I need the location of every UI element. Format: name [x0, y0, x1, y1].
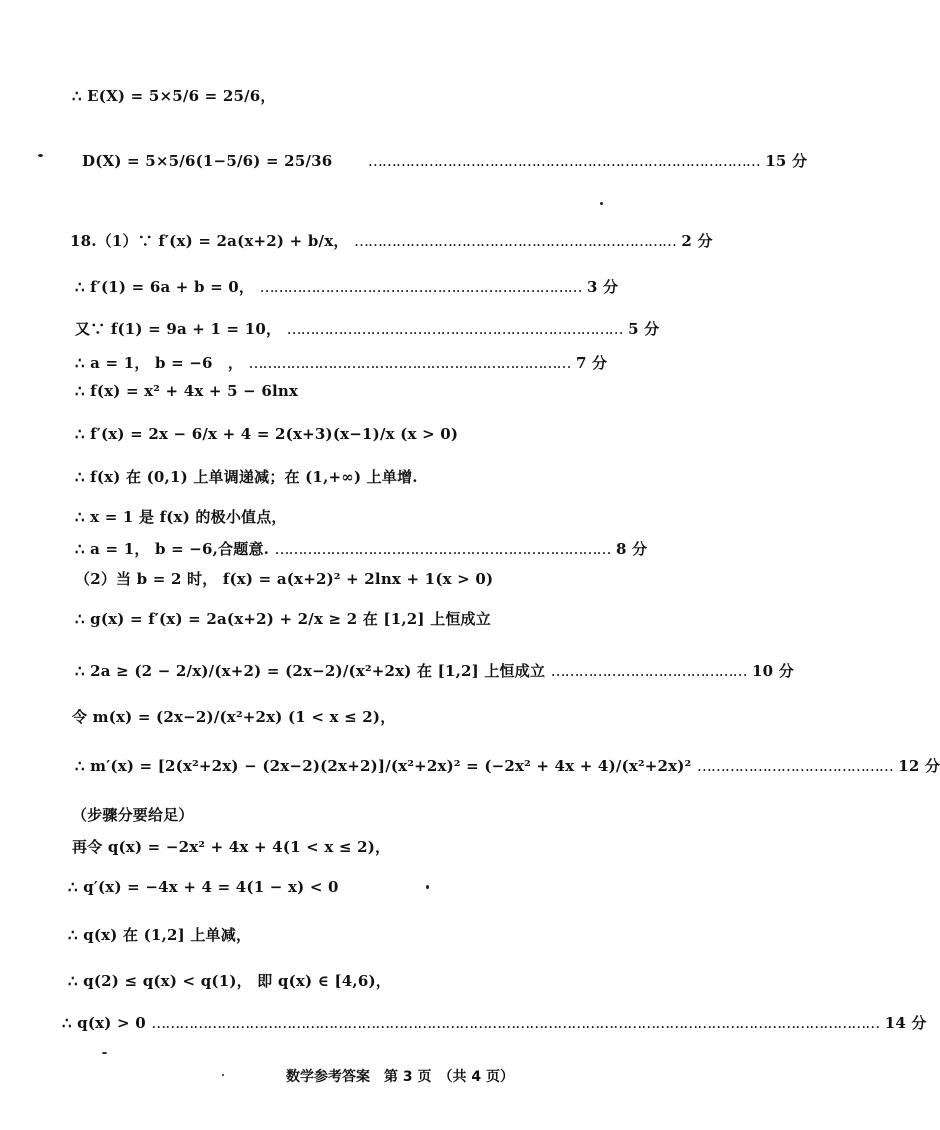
line-step-note: （步骤分要给足）	[72, 806, 194, 824]
scan-speck	[426, 885, 429, 889]
scan-speck	[222, 1074, 224, 1076]
dot-leader: ……………………………………………………………	[353, 232, 676, 250]
dot-leader: ……………………………………………………………	[259, 278, 582, 296]
page-footer: 数学参考答案 第 3 页 （共 4 页）	[286, 1069, 514, 1085]
score-mark: 2 分	[681, 232, 713, 250]
line-m-prime: ∴ m′(x) = [2(x²+2x) − (2x−2)(2x+2)]/(x²+2x)² = (−2x² + 4x + 4)/(x²+2x)² …………………………………… 12 分	[75, 757, 940, 775]
score-mark: 10 分	[752, 662, 794, 680]
line-q-decreasing: ∴ q(x) 在 (1,2] 上单减，	[68, 926, 252, 944]
line-q-definition: 再令 q(x) = −2x² + 4x + 4(1 < x ≤ 2)，	[72, 838, 391, 856]
line-f-prime-1: ∴ f′(1) = 6a + b = 0， …………………………………………………………… 3 分	[75, 278, 619, 296]
line-conclusion-part1: ∴ a = 1， b = −6,合题意. ……………………………………………………………… 8 分	[75, 540, 648, 558]
line-q-positive: ∴ q(x) > 0 ………………………………………………………………………………………………………………………………………… 14 分	[62, 1014, 927, 1032]
line-2a-bound: ∴ 2a ≥ (2 − 2/x)/(x+2) = (2x−2)/(x²+2x) 在 [1,2] 上恒成立 …………………………………… 10 分	[75, 662, 794, 680]
score-mark: 5 分	[628, 320, 660, 338]
line-expectation: ∴ E(X) = 5×5/6 = 25/6，	[72, 87, 276, 105]
dot-leader: ……………………………………………………………	[248, 354, 571, 372]
score-mark: 14 分	[884, 1014, 927, 1032]
scan-speck	[600, 202, 603, 205]
score-mark: 3 分	[587, 278, 619, 296]
line-a-b-values: ∴ a = 1， b = −6 ， …………………………………………………………… 7 分	[75, 354, 608, 372]
line-q-range: ∴ q(2) ≤ q(x) < q(1)， 即 q(x) ∈ [4,6)，	[68, 972, 391, 990]
line-f-1: 又∵ f(1) = 9a + 1 = 10， ……………………………………………………………… 5 分	[75, 320, 660, 338]
line-f-expression: ∴ f(x) = x² + 4x + 5 − 6lnx	[75, 382, 299, 400]
dot-leader: ……………………………………	[696, 757, 893, 775]
line-minimum-point: ∴ x = 1 是 f(x) 的极小值点，	[75, 508, 287, 526]
score-mark: 15 分	[765, 152, 808, 170]
line-monotonicity: ∴ f(x) 在 (0,1) 上单调递减；在 (1,+∞) 上单增.	[75, 468, 418, 486]
line-q18-derivative: 18.（1）∵ f′(x) = 2a(x+2) + b/x， …………………………………………………………… 2 分	[70, 232, 713, 250]
score-mark: 12 分	[898, 757, 940, 775]
scan-speck	[38, 154, 43, 157]
line-m-definition: 令 m(x) = (2x−2)/(x²+2x) (1 < x ≤ 2)，	[72, 708, 396, 726]
line-g-inequality: ∴ g(x) = f′(x) = 2a(x+2) + 2/x ≥ 2 在 [1,2] 上恒成立	[75, 610, 491, 628]
score-mark: 8 分	[615, 540, 648, 558]
dot-leader: ……………………………………	[550, 662, 747, 680]
line-f-prime-expression: ∴ f′(x) = 2x − 6/x + 4 = 2(x+3)(x−1)/x (x > 0)	[75, 425, 459, 443]
score-mark: 7 分	[575, 354, 608, 372]
dot-leader: ………………………………………………………………	[274, 540, 611, 558]
dot-leader: …………………………………………………………………………	[367, 152, 760, 170]
line-part2-setup: （2）当 b = 2 时， f(x) = a(x+2)² + 2lnx + 1(x > 0)	[75, 570, 494, 588]
dot-leader: …………………………………………………………………………………………………………………………………………	[151, 1014, 880, 1032]
line-q-prime: ∴ q′(x) = −4x + 4 = 4(1 − x) < 0	[68, 878, 339, 896]
dot-leader: ………………………………………………………………	[286, 320, 623, 338]
line-variance: D(X) = 5×5/6(1−5/6) = 25/36 ………………………………………………………………………… 15 分	[82, 152, 808, 170]
scan-speck	[102, 1052, 107, 1054]
